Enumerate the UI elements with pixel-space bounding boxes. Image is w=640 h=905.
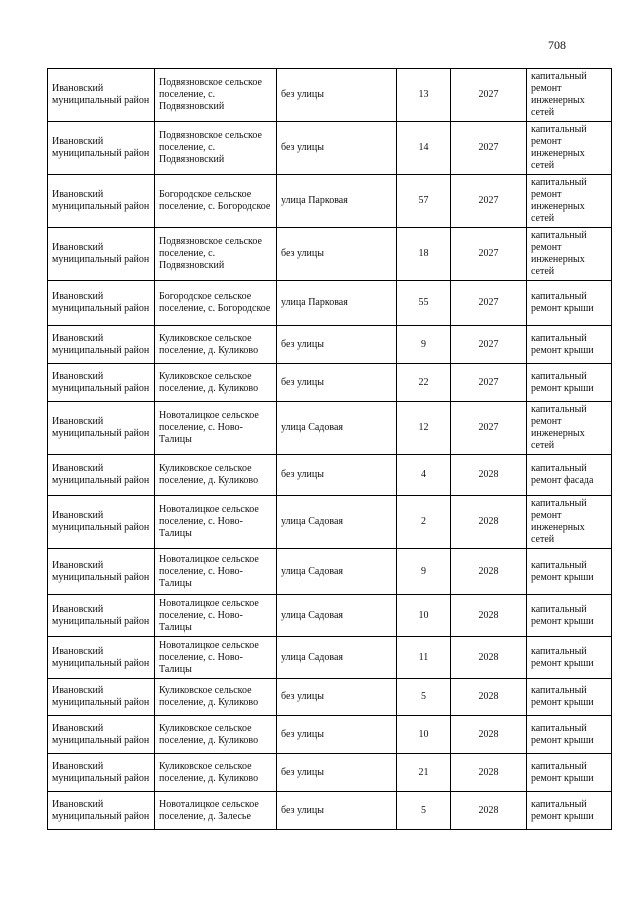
district-cell: Ивановский муниципальный район bbox=[48, 326, 155, 364]
table-row bbox=[48, 792, 612, 830]
district-cell: Ивановский муниципальный район bbox=[48, 281, 155, 326]
year-cell: 2028 bbox=[451, 679, 527, 716]
street-cell: улица Парковая bbox=[277, 281, 397, 326]
work-type-cell: капитальный ремонт крыши bbox=[527, 792, 612, 830]
year-cell: 2028 bbox=[451, 496, 527, 549]
year-cell: 2028 bbox=[451, 455, 527, 496]
street-cell: без улицы bbox=[277, 455, 397, 496]
table-row bbox=[48, 455, 612, 496]
house-number-cell: 5 bbox=[397, 792, 451, 830]
year-cell: 2027 bbox=[451, 228, 527, 281]
table-row bbox=[48, 637, 612, 679]
work-type-cell: капитальный ремонт крыши bbox=[527, 716, 612, 754]
house-number-cell: 22 bbox=[397, 364, 451, 402]
housing-repair-table bbox=[47, 68, 612, 830]
year-cell: 2027 bbox=[451, 326, 527, 364]
settlement-cell: Новоталицкое сельское поселение, с. Ново-Талицы bbox=[155, 496, 277, 549]
street-cell: без улицы bbox=[277, 792, 397, 830]
district-cell: Ивановский муниципальный район bbox=[48, 496, 155, 549]
house-number-cell: 10 bbox=[397, 716, 451, 754]
work-type-cell: капитальный ремонт крыши bbox=[527, 637, 612, 679]
work-type-cell: капитальный ремонт инженерных сетей bbox=[527, 228, 612, 281]
work-type-cell: капитальный ремонт крыши bbox=[527, 754, 612, 792]
house-number-cell: 11 bbox=[397, 637, 451, 679]
district-cell: Ивановский муниципальный район bbox=[48, 69, 155, 122]
street-cell: без улицы bbox=[277, 69, 397, 122]
work-type-cell: капитальный ремонт инженерных сетей bbox=[527, 122, 612, 175]
street-cell: улица Садовая bbox=[277, 549, 397, 595]
work-type-cell: капитальный ремонт инженерных сетей bbox=[527, 496, 612, 549]
settlement-cell: Куликовское сельское поселение, д. Куликово bbox=[155, 716, 277, 754]
year-cell: 2027 bbox=[451, 402, 527, 455]
settlement-cell: Новоталицкое сельское поселение, с. Ново-Талицы bbox=[155, 402, 277, 455]
page-number: 708 bbox=[548, 38, 566, 52]
street-cell: улица Садовая bbox=[277, 496, 397, 549]
year-cell: 2028 bbox=[451, 716, 527, 754]
district-cell: Ивановский муниципальный район bbox=[48, 549, 155, 595]
house-number-cell: 5 bbox=[397, 679, 451, 716]
year-cell: 2028 bbox=[451, 637, 527, 679]
settlement-cell: Куликовское сельское поселение, д. Куликово bbox=[155, 754, 277, 792]
year-cell: 2028 bbox=[451, 595, 527, 637]
street-cell: без улицы bbox=[277, 122, 397, 175]
street-cell: улица Парковая bbox=[277, 175, 397, 228]
table-row bbox=[48, 716, 612, 754]
house-number-cell: 55 bbox=[397, 281, 451, 326]
table-row bbox=[48, 281, 612, 326]
settlement-cell: Куликовское сельское поселение, д. Куликово bbox=[155, 364, 277, 402]
house-number-cell: 14 bbox=[397, 122, 451, 175]
district-cell: Ивановский муниципальный район bbox=[48, 228, 155, 281]
district-cell: Ивановский муниципальный район bbox=[48, 637, 155, 679]
work-type-cell: капитальный ремонт крыши bbox=[527, 679, 612, 716]
settlement-cell: Куликовское сельское поселение, д. Куликово bbox=[155, 455, 277, 496]
table-row bbox=[48, 122, 612, 175]
district-cell: Ивановский муниципальный район bbox=[48, 754, 155, 792]
settlement-cell: Новоталицкое сельское поселение, с. Ново-Талицы bbox=[155, 549, 277, 595]
year-cell: 2027 bbox=[451, 122, 527, 175]
table-row bbox=[48, 364, 612, 402]
year-cell: 2027 bbox=[451, 69, 527, 122]
district-cell: Ивановский муниципальный район bbox=[48, 455, 155, 496]
table-row bbox=[48, 679, 612, 716]
table-row bbox=[48, 595, 612, 637]
table-row bbox=[48, 326, 612, 364]
district-cell: Ивановский муниципальный район bbox=[48, 364, 155, 402]
house-number-cell: 9 bbox=[397, 326, 451, 364]
district-cell: Ивановский муниципальный район bbox=[48, 595, 155, 637]
year-cell: 2028 bbox=[451, 754, 527, 792]
table-row bbox=[48, 228, 612, 281]
street-cell: без улицы bbox=[277, 364, 397, 402]
district-cell: Ивановский муниципальный район bbox=[48, 175, 155, 228]
year-cell: 2027 bbox=[451, 364, 527, 402]
district-cell: Ивановский муниципальный район bbox=[48, 122, 155, 175]
table-row bbox=[48, 175, 612, 228]
house-number-cell: 2 bbox=[397, 496, 451, 549]
house-number-cell: 10 bbox=[397, 595, 451, 637]
house-number-cell: 18 bbox=[397, 228, 451, 281]
house-number-cell: 21 bbox=[397, 754, 451, 792]
settlement-cell: Богородское сельское поселение, с. Богородское bbox=[155, 175, 277, 228]
work-type-cell: капитальный ремонт крыши bbox=[527, 364, 612, 402]
settlement-cell: Новоталицкое сельское поселение, с. Ново-Талицы bbox=[155, 637, 277, 679]
work-type-cell: капитальный ремонт инженерных сетей bbox=[527, 402, 612, 455]
street-cell: без улицы bbox=[277, 716, 397, 754]
district-cell: Ивановский муниципальный район bbox=[48, 792, 155, 830]
year-cell: 2028 bbox=[451, 792, 527, 830]
work-type-cell: капитальный ремонт крыши bbox=[527, 326, 612, 364]
settlement-cell: Богородское сельское поселение, с. Богородское bbox=[155, 281, 277, 326]
year-cell: 2027 bbox=[451, 281, 527, 326]
year-cell: 2027 bbox=[451, 175, 527, 228]
work-type-cell: капитальный ремонт инженерных сетей bbox=[527, 69, 612, 122]
settlement-cell: Куликовское сельское поселение, д. Куликово bbox=[155, 326, 277, 364]
year-cell: 2028 bbox=[451, 549, 527, 595]
street-cell: улица Садовая bbox=[277, 402, 397, 455]
district-cell: Ивановский муниципальный район bbox=[48, 402, 155, 455]
table-row bbox=[48, 496, 612, 549]
settlement-cell: Куликовское сельское поселение, д. Куликово bbox=[155, 679, 277, 716]
table-row bbox=[48, 754, 612, 792]
work-type-cell: капитальный ремонт фасада bbox=[527, 455, 612, 496]
work-type-cell: капитальный ремонт инженерных сетей bbox=[527, 175, 612, 228]
work-type-cell: капитальный ремонт крыши bbox=[527, 549, 612, 595]
district-cell: Ивановский муниципальный район bbox=[48, 679, 155, 716]
house-number-cell: 4 bbox=[397, 455, 451, 496]
settlement-cell: Подвязновское сельское поселение, с. Подвязновский bbox=[155, 122, 277, 175]
settlement-cell: Подвязновское сельское поселение, с. Подвязновский bbox=[155, 228, 277, 281]
table-row bbox=[48, 549, 612, 595]
settlement-cell: Подвязновское сельское поселение, с. Подвязновский bbox=[155, 69, 277, 122]
work-type-cell: капитальный ремонт крыши bbox=[527, 595, 612, 637]
street-cell: улица Садовая bbox=[277, 595, 397, 637]
district-cell: Ивановский муниципальный район bbox=[48, 716, 155, 754]
house-number-cell: 9 bbox=[397, 549, 451, 595]
house-number-cell: 13 bbox=[397, 69, 451, 122]
table-row bbox=[48, 402, 612, 455]
settlement-cell: Новоталицкое сельское поселение, д. Залесье bbox=[155, 792, 277, 830]
street-cell: без улицы bbox=[277, 326, 397, 364]
house-number-cell: 12 bbox=[397, 402, 451, 455]
table-row bbox=[48, 69, 612, 122]
house-number-cell: 57 bbox=[397, 175, 451, 228]
street-cell: улица Садовая bbox=[277, 637, 397, 679]
work-type-cell: капитальный ремонт крыши bbox=[527, 281, 612, 326]
street-cell: без улицы bbox=[277, 754, 397, 792]
table-body bbox=[48, 69, 612, 830]
street-cell: без улицы bbox=[277, 228, 397, 281]
street-cell: без улицы bbox=[277, 679, 397, 716]
settlement-cell: Новоталицкое сельское поселение, с. Ново-Талицы bbox=[155, 595, 277, 637]
